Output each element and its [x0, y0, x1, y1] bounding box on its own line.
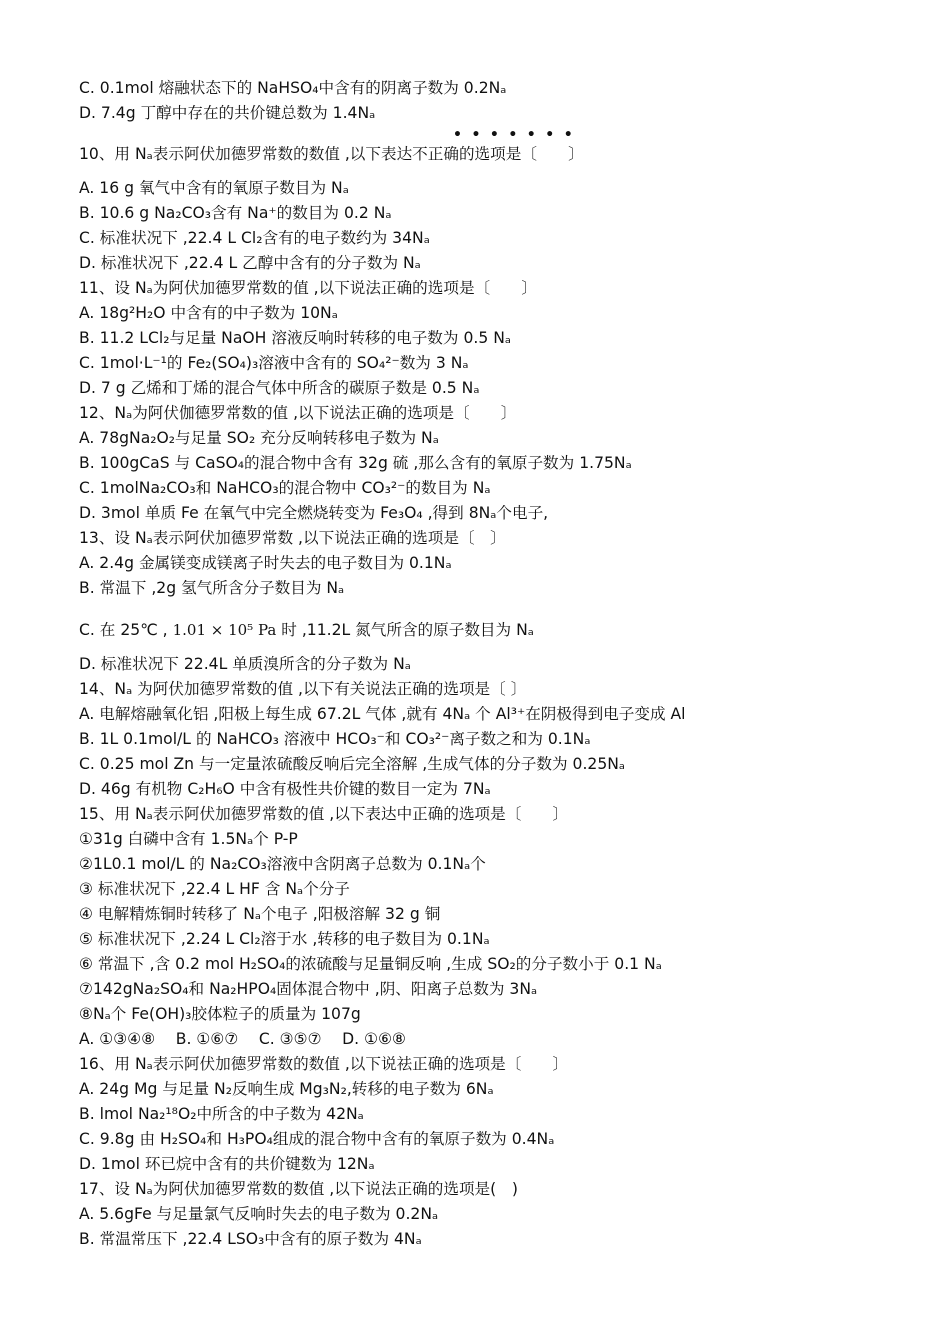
text-line: D. 7.4g 丁醇中存在的共价键总数为 1.4Nₐ [79, 104, 376, 122]
text-line: D. 3mol 单质 Fe 在氧气中完全燃烧转变为 Fe₃O₄ ,得到 8Nₐ个电子, [79, 504, 549, 522]
text-line: B. 11.2 LCl₂与足量 NaOH 溶液反响时转移的电子数为 0.5 Nₐ [79, 329, 511, 347]
text-line: D. 标准状况下 ,22.4 L 乙醇中含有的分子数为 Nₐ [79, 254, 421, 272]
text-line: A. 16 g 氧气中含有的氧原子数目为 Nₐ [79, 179, 349, 197]
text-line: ④ 电解精炼铜时转移了 Nₐ个电子 ,阳极溶解 32 g 铜 [79, 905, 441, 923]
text-line: B. 1L 0.1mol/L 的 NaHCO₃ 溶液中 HCO₃⁻和 CO₃²⁻离子数之和为 0.1Nₐ [79, 730, 591, 748]
emphasis-dots: ••••••• [453, 127, 583, 143]
text-line: A. 2.4g 金属镁变成镁离子时失去的电子数目为 0.1Nₐ [79, 554, 452, 572]
text-line [79, 620, 534, 640]
text-line: D. 46g 有机物 C₂H₆O 中含有极性共价键的数目一定为 7Nₐ [79, 780, 491, 798]
text-line: A. 24g Mg 与足量 N₂反响生成 Mg₃N₂,转移的电子数为 6Nₐ [79, 1080, 494, 1098]
text-line: C. 1molNa₂CO₃和 NaHCO₃的混合物中 CO₃²⁻的数目为 Nₐ [79, 479, 491, 497]
question-heading: 10、用 Nₐ表示阿伏加德罗常数的数值 ,以下表达不正确的选项是〔 〕 [79, 145, 584, 163]
text-line: B. 常温下 ,2g 氢气所含分子数目为 Nₐ [79, 579, 345, 597]
question-heading: 14、Nₐ 为阿伏加德罗常数的值 ,以下有关说法正确的选项是〔 〕 [79, 680, 527, 698]
text-line: ⑧Nₐ个 Fe(OH)₃胶体粒子的质量为 107g [79, 1005, 361, 1023]
question-heading: 16、用 Nₐ表示阿伏加德罗常数的数值 ,以下说祛正确的选项是〔 〕 [79, 1055, 569, 1073]
question-heading: 12、Nₐ为阿伏伽德罗常数的值 ,以下说法正确的选项是〔 〕 [79, 404, 517, 422]
question-heading: 11、设 Nₐ为阿伏加德罗常数的值 ,以下说法正确的选项是〔 〕 [79, 279, 537, 297]
text-line: ③ 标准状况下 ,22.4 L HF 含 Nₐ个分子 [79, 880, 350, 898]
text-line: C. 标准状况下 ,22.4 L Cl₂含有的电子数约为 34Nₐ [79, 229, 430, 247]
answer-choices: A. ①③④⑧ B. ①⑥⑦ C. ③⑤⑦ D. ①⑥⑧ [79, 1030, 407, 1048]
text-line: ⑦142gNa₂SO₄和 Na₂HPO₄固体混合物中 ,阴、阳离子总数为 3Nₐ [79, 980, 538, 998]
text-line: C. 9.8g 由 H₂SO₄和 H₃PO₄组成的混合物中含有的氧原子数为 0.4Nₐ [79, 1130, 555, 1148]
text-line: B. 常温常压下 ,22.4 LSO₃中含有的原子数为 4Nₐ [79, 1230, 422, 1248]
text-line: A. 18g²H₂O 中含有的中子数为 10Nₐ [79, 304, 338, 322]
pressure-formula-image: 1.01 × 10⁵ Pa [172, 621, 277, 639]
text-line: ⑤ 标准状况下 ,2.24 L Cl₂溶于水 ,转移的电子数目为 0.1Nₐ [79, 930, 490, 948]
text-line: D. 1mol 环已烷中含有的共价键数为 12Nₐ [79, 1155, 375, 1173]
text-line: ⑥ 常温下 ,含 0.2 mol H₂SO₄的浓硫酸与足量铜反响 ,生成 SO₂的分子数小于 0.1 Nₐ [79, 955, 662, 973]
text-line: ①31g 白磷中含有 1.5Nₐ个 P-P [79, 830, 298, 848]
text-line: B. lmol Na₂¹⁸O₂中所含的中子数为 42Nₐ [79, 1105, 364, 1123]
text-line: B. 10.6 g Na₂CO₃含有 Na⁺的数目为 0.2 Nₐ [79, 204, 392, 222]
option-suffix: 时 ,11.2L 氮气所含的原子数目为 Nₐ [281, 621, 534, 639]
question-heading: 17、设 Nₐ为阿伏加德罗常数的数值 ,以下说法正确的选项是( ) [79, 1180, 518, 1198]
question-heading: 13、设 Nₐ表示阿伏加德罗常数 ,以下说法正确的选项是〔 〕 [79, 529, 506, 547]
text-line: ②1L0.1 mol/L 的 Na₂CO₃溶液中含阴离子总数为 0.1Nₐ个 [79, 855, 486, 873]
text-line: C. 0.25 mol Zn 与一定量浓硫酸反响后完全溶解 ,生成气体的分子数为 0.25Nₐ [79, 755, 626, 773]
text-line: B. 100gCaS 与 CaSO₄的混合物中含有 32g 硫 ,那么含有的氧原子数为 1.75Nₐ [79, 454, 632, 472]
text-line: C. 0.1mol 熔融状态下的 NaHSO₄中含有的阴离子数为 0.2Nₐ [79, 79, 507, 97]
text-line: D. 7 g 乙烯和丁烯的混合气体中所含的碳原子数是 0.5 Nₐ [79, 379, 480, 397]
question-heading: 15、用 Nₐ表示阿伏加德罗常数的值 ,以下表达中正确的选项是〔 〕 [79, 805, 569, 823]
text-line: A. 78gNa₂O₂与足量 SO₂ 充分反响转移电子数为 Nₐ [79, 429, 439, 447]
text-line: A. 5.6gFe 与足量氯气反响时失去的电子数为 0.2Nₐ [79, 1205, 439, 1223]
option-prefix: C. 在 25℃ , [79, 621, 168, 639]
text-line: C. 1mol·L⁻¹的 Fe₂(SO₄)₃溶液中含有的 SO₄²⁻数为 3 Nₐ [79, 354, 469, 372]
text-line: A. 电解熔融氧化铝 ,阳极上每生成 67.2L 气体 ,就有 4Nₐ 个 Al³⁺在阴极得到电子变成 Al [79, 705, 686, 723]
text-line: D. 标准状况下 22.4L 单质溴所含的分子数为 Nₐ [79, 655, 411, 673]
